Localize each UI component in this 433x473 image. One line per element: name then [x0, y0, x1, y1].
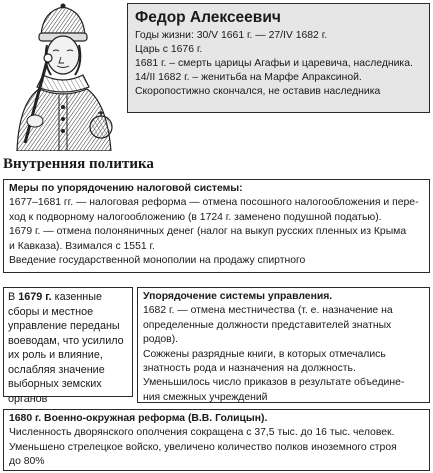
governance-line: воеводам, что усилило — [8, 334, 124, 347]
ruler-name: Федор Алексеевич — [135, 9, 281, 26]
management-reform-box — [137, 287, 430, 403]
governance-line: органов — [8, 392, 48, 405]
bio-reign-start: Царь с 1676 г. — [135, 44, 203, 55]
governance-lead-prefix: В — [8, 291, 19, 303]
bio-lifespan: Годы жизни: 30/V 1661 г. — 27/IV 1682 г. — [135, 30, 328, 41]
military-line: Численность дворянского ополчения сокращена с 37,5 тыс. до 16 тыс. человек. — [9, 427, 395, 439]
biography-box — [127, 3, 430, 113]
management-line: родов). — [143, 334, 179, 346]
military-heading: 1680 г. Военно-окружная реформа (В.В. Голицын). — [9, 413, 268, 424]
tax-reform-box — [3, 179, 430, 273]
governance-line: управление переданы — [8, 320, 120, 332]
tax-line: 1679 г. — отмена полоняничных денег (налог на выкуп русских пленных из Крыма — [9, 226, 407, 238]
management-line: Сожжены разрядные книги, в которых отмечались — [143, 348, 386, 360]
management-line: Уменьшилось число приказов в результате объедине- — [143, 377, 405, 389]
bio-event-1682: 14/II 1682 г. – женитьба на Марфе Апраксиной. — [135, 72, 362, 83]
governance-line: ослабляя значение — [8, 363, 105, 376]
tax-line: Введение государственной монополии на продажу спиртного — [9, 255, 306, 267]
management-line: определенные должности представителей знатных — [143, 319, 392, 331]
military-line: Уменьшено стрелецкое войско, увеличено количество полков иноземного строя — [9, 441, 397, 453]
management-heading: Упорядочение системы управления. — [143, 291, 333, 302]
tax-line: 1677–1681 гг. — налоговая реформа — отмена посошного налогообложения и пере- — [9, 197, 419, 209]
military-reform-box — [3, 409, 430, 471]
section-title: Внутренняя политика — [3, 156, 154, 172]
military-line: до 80% — [9, 456, 45, 468]
tax-line: ход к подворному налогообложению (в 1724 г. заменено подушной податью). — [9, 211, 382, 223]
management-line: 1682 г. — отмена местничества (т. е. назначение на — [143, 305, 393, 317]
management-line: знатность рода и назначения на должность. — [143, 363, 356, 375]
governance-lead-rest: казенные — [51, 291, 103, 303]
governance-line: их роль и влияние, — [8, 349, 103, 361]
portrait-drawing — [3, 3, 125, 151]
tsar-portrait — [3, 3, 125, 151]
tax-heading: Меры по упорядочению налоговой системы: — [9, 183, 243, 194]
governance-line: сборы и местное — [8, 305, 94, 318]
bio-event-1681: 1681 г. – смерть царицы Агафьи и царевича, наследника. — [135, 58, 413, 69]
management-line: ния смежных учреждений — [143, 391, 268, 403]
bio-death: Скоропостижно скончался, не оставив наследника — [135, 86, 381, 97]
governance-line: выборных земских — [8, 378, 102, 390]
local-governance-box — [3, 287, 133, 405]
governance-year: 1679 г. — [18, 291, 52, 303]
governance-lead — [8, 290, 128, 305]
tax-line: и Кавказа). Взимался с 1551 г. — [9, 240, 155, 252]
